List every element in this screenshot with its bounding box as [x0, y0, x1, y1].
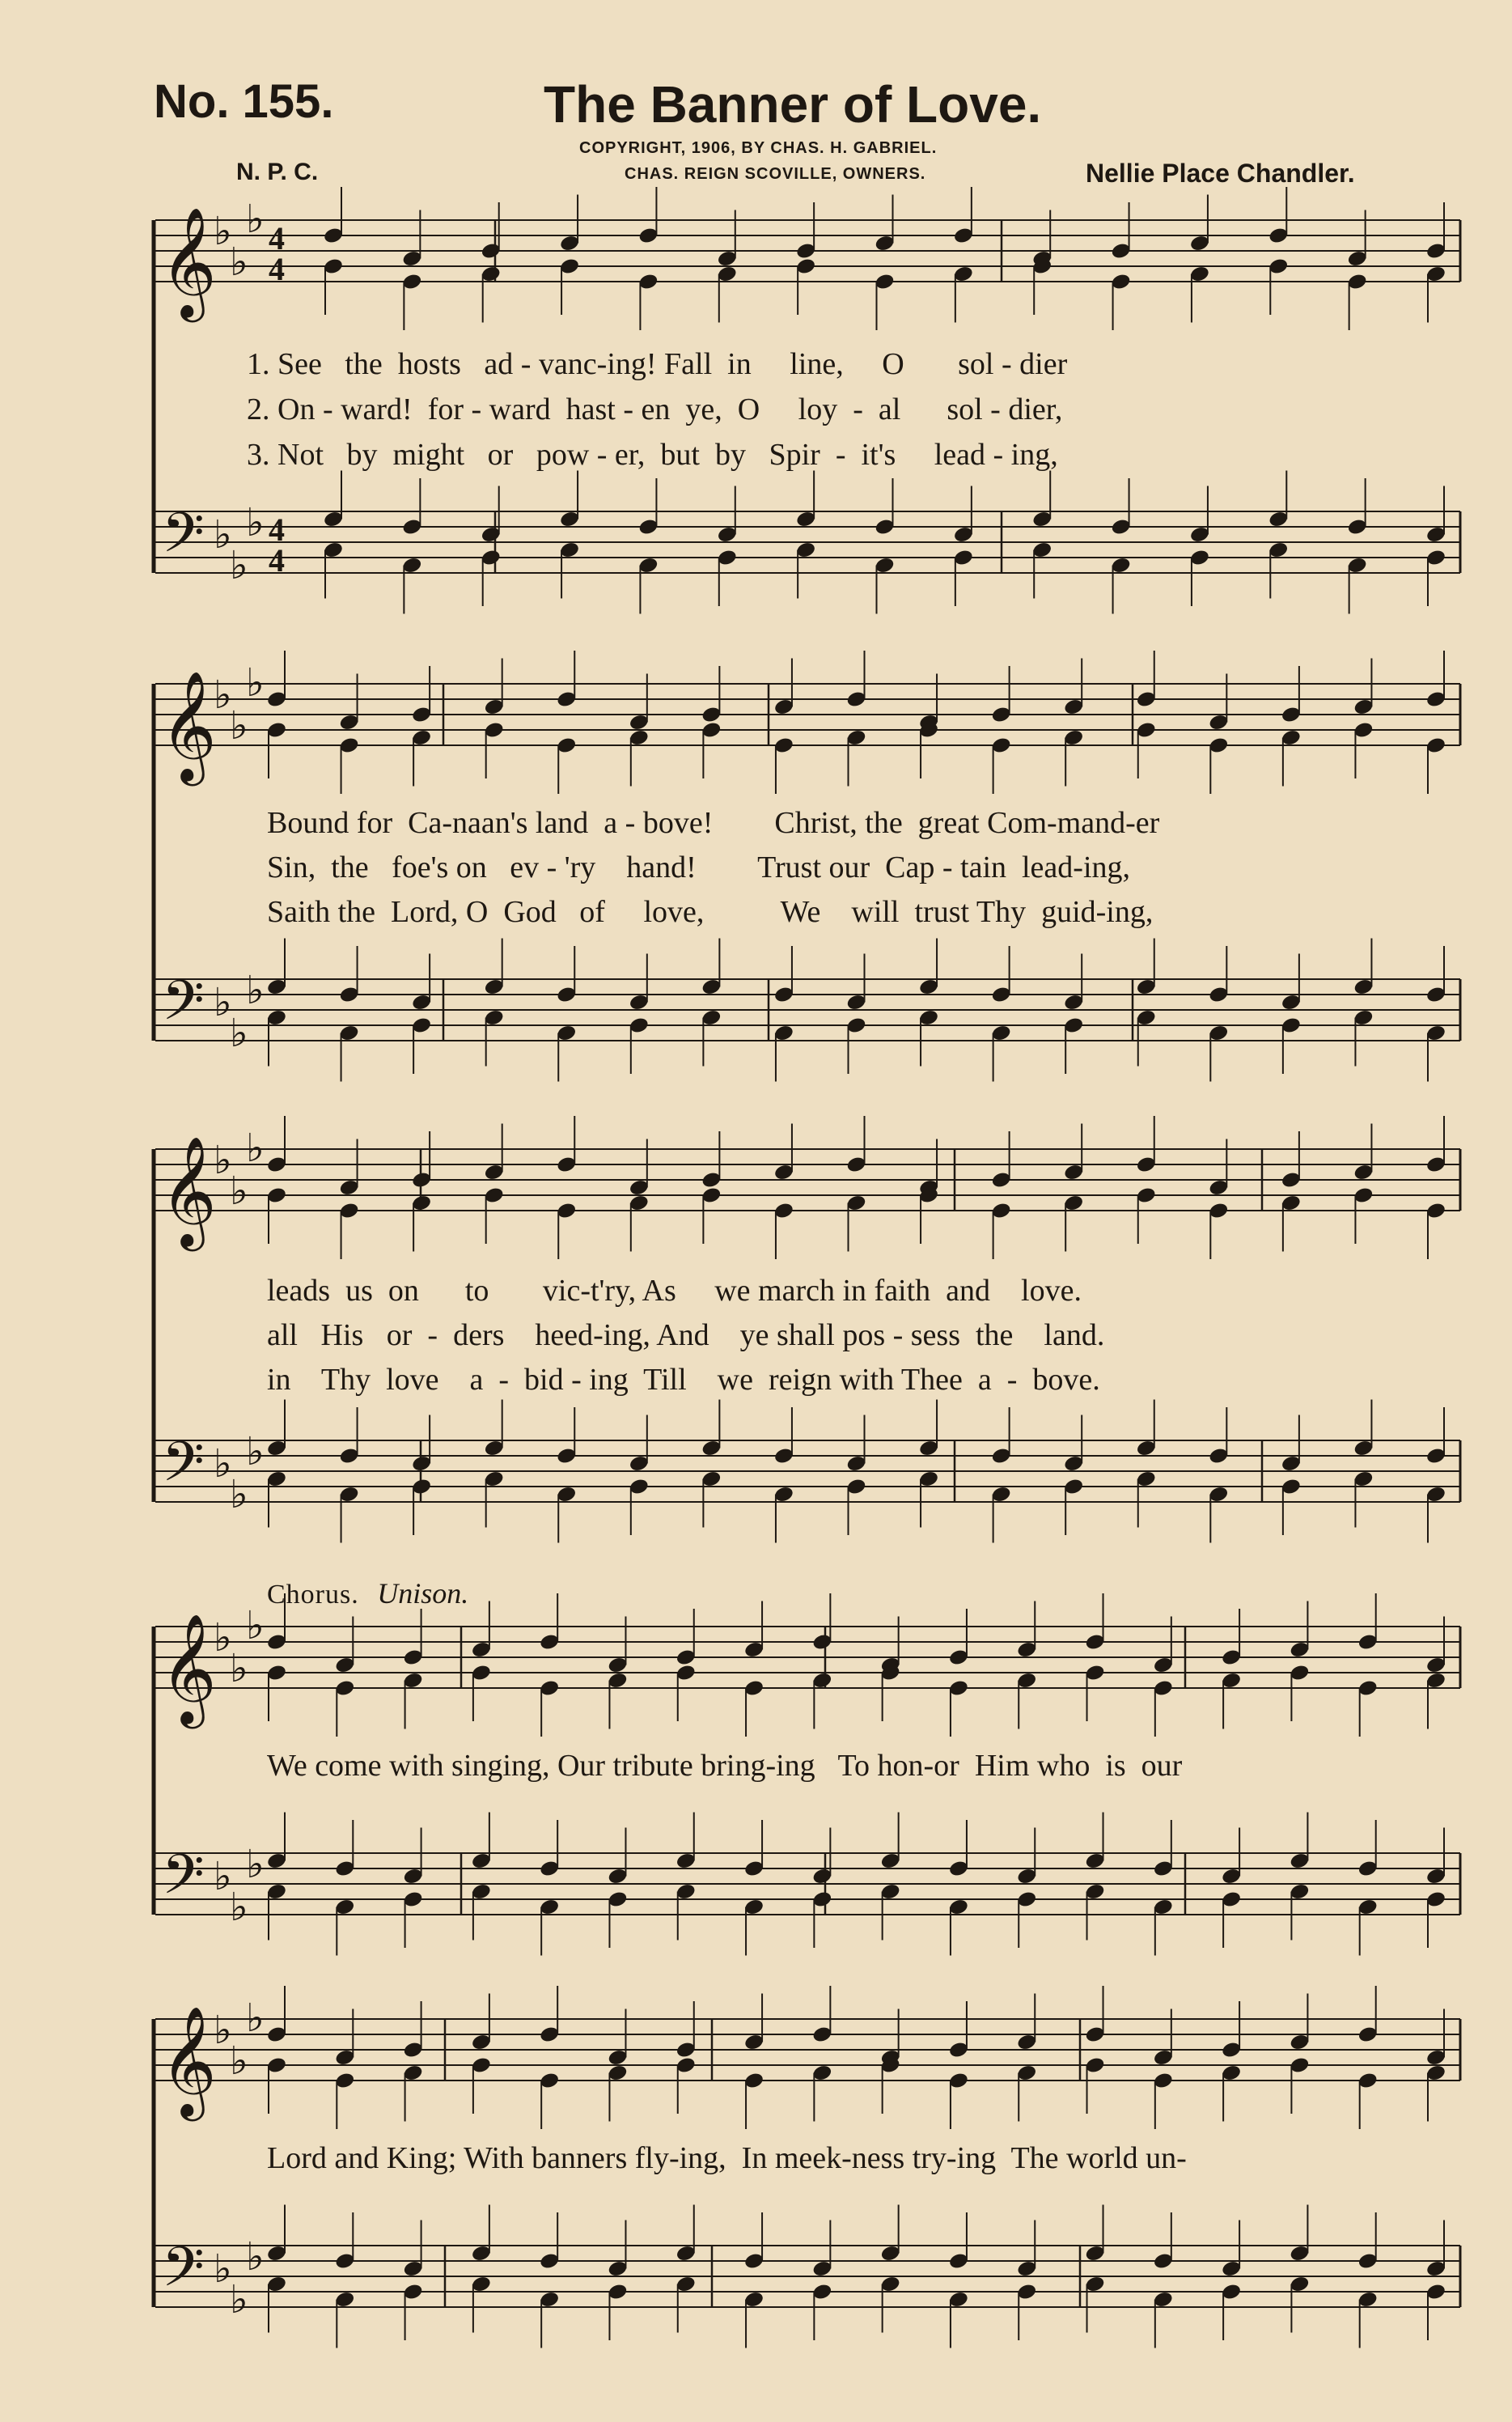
flat-sign: ♭ — [214, 2246, 232, 2292]
chorus-line2-lyrics: Lord and King; With banners fly-ing, In meek-ness try-ing The world un- — [267, 2141, 1187, 2175]
time-signature-bottom: 4 — [269, 251, 285, 287]
flat-sign: ♭ — [214, 672, 232, 718]
composer-initials: N. P. C. — [236, 159, 319, 185]
flat-sign: ♭ — [230, 240, 248, 285]
flat-sign: ♭ — [214, 1441, 232, 1487]
chorus-line1-lyrics: We come with singing, Our tribute bring-ing To hon-or Him who is our — [267, 1749, 1183, 1783]
lyricist-name: Nellie Place Chandler. — [1086, 159, 1355, 188]
time-signature-top: 4 — [269, 511, 285, 548]
system1-verse1-lyrics: 1. See the hosts ad - vanc-ing! Fall in line, O sol - dier — [247, 347, 1068, 381]
copyright-line-1: COPYRIGHT, 1906, BY CHAS. H. GABRIEL. — [579, 139, 938, 157]
flat-sign: ♭ — [230, 1472, 248, 1517]
hymn-number: No. 155. — [154, 75, 334, 128]
flat-sign: ♭ — [230, 543, 248, 588]
system1-verse3-lyrics: 3. Not by might or pow - er, but by Spir - it's lead - ing, — [247, 438, 1058, 472]
system1-verse2-lyrics: 2. On - ward! for - ward hast - en ye, O loy - al sol - dier, — [247, 392, 1063, 426]
treble-clef: 𝄞 — [160, 1135, 217, 1246]
time-signature-bottom: 4 — [269, 542, 285, 579]
unison-marking: Unison. — [377, 1577, 469, 1610]
bass-clef: 𝄢 — [162, 2236, 205, 2313]
system2-verse3-lyrics: Saith the Lord, O God of love, We will trust Thy guid-ing, — [267, 895, 1154, 929]
system3-verse2-lyrics: all His or - ders heed-ing, And ye shall pos - sess the land. — [267, 1318, 1105, 1352]
bass-clef: 𝄢 — [162, 969, 205, 1046]
flat-sign: ♭ — [230, 2038, 248, 2084]
flat-sign: ♭ — [246, 1126, 265, 1171]
flat-sign: ♭ — [246, 500, 265, 545]
system2-verse2-lyrics: Sin, the foe's on ev - 'ry hand! Trust our Cap - tain lead-ing, — [267, 850, 1131, 884]
flat-sign: ♭ — [246, 1996, 265, 2041]
bass-clef: 𝄢 — [162, 1431, 205, 1508]
flat-sign: ♭ — [214, 980, 232, 1025]
treble-clef: 𝄞 — [160, 206, 217, 317]
time-signature-top: 4 — [269, 220, 285, 257]
hymn-title: The Banner of Love. — [544, 75, 1042, 134]
flat-sign: ♭ — [230, 1646, 248, 1691]
flat-sign: ♭ — [246, 660, 265, 706]
system3-verse3-lyrics: in Thy love a - bid - ing Till we reign with Thee a - bove. — [267, 1363, 1100, 1397]
bass-clef: 𝄢 — [162, 1843, 205, 1920]
flat-sign: ♭ — [246, 1603, 265, 1648]
flat-sign: ♭ — [214, 1615, 232, 1661]
treble-clef: 𝄞 — [160, 1612, 217, 1724]
flat-sign: ♭ — [246, 1429, 265, 1474]
flat-sign: ♭ — [214, 1854, 232, 1899]
flat-sign: ♭ — [230, 1169, 248, 1214]
copyright-line-2: CHAS. REIGN SCOVILLE, OWNERS. — [625, 165, 926, 183]
flat-sign: ♭ — [214, 512, 232, 558]
flat-sign: ♭ — [246, 1842, 265, 1887]
flat-sign: ♭ — [246, 2234, 265, 2280]
flat-sign: ♭ — [246, 197, 265, 242]
flat-sign: ♭ — [230, 1011, 248, 1056]
system2-verse1-lyrics: Bound for Ca-naan's land a - bove! Christ, the great Com-mand-er — [267, 806, 1160, 840]
bass-clef: 𝄢 — [162, 502, 205, 579]
flat-sign: ♭ — [230, 2277, 248, 2322]
chorus-label-row — [267, 1576, 468, 1610]
flat-sign: ♭ — [214, 1138, 232, 1183]
flat-sign: ♭ — [214, 2008, 232, 2053]
chorus-label: Chorus. — [267, 1580, 359, 1610]
flat-sign: ♭ — [214, 209, 232, 254]
flat-sign: ♭ — [246, 968, 265, 1013]
flat-sign: ♭ — [230, 1885, 248, 1930]
treble-clef: 𝄞 — [160, 2004, 217, 2116]
system3-verse1-lyrics: leads us on to vic-t'ry, As we march in faith and love. — [267, 1274, 1082, 1308]
treble-clef: 𝄞 — [160, 669, 217, 781]
flat-sign: ♭ — [230, 703, 248, 749]
